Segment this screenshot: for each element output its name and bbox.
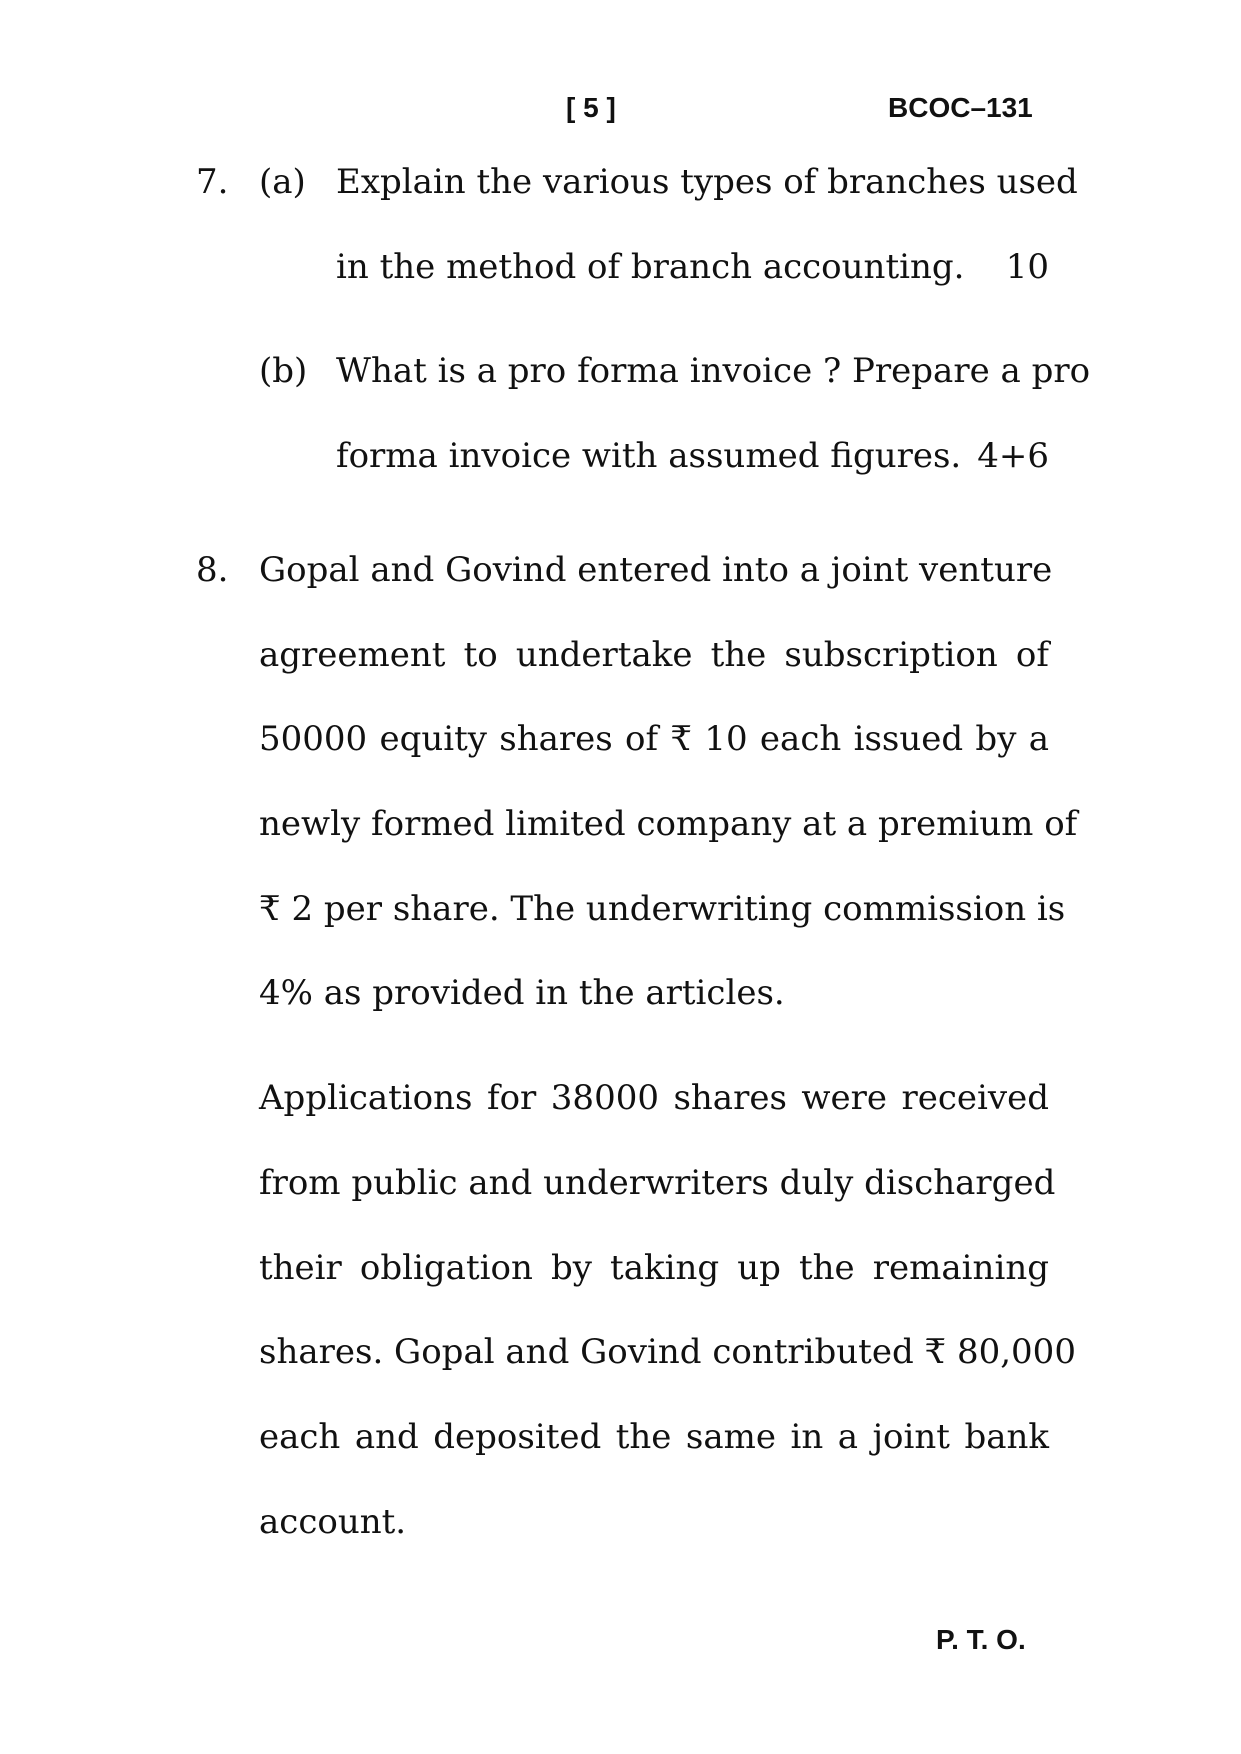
question-7a-line1: Explain the various types of branches used <box>336 162 1078 202</box>
page-number: [ 5 ] <box>566 92 616 123</box>
question-7b-label: (b) <box>259 351 308 391</box>
question-8-number: 8. <box>196 550 229 590</box>
q8-para2-line: account. <box>259 1502 407 1542</box>
question-7a-marks: 10 <box>1005 247 1049 287</box>
q8-para1-line: 4% as provided in the articles. <box>259 973 785 1013</box>
q8-para2-line: from public and underwriters duly discharged <box>259 1163 1056 1203</box>
question-7-number: 7. <box>196 162 229 202</box>
question-7b-line2: forma invoice with assumed figures. <box>336 436 962 476</box>
paper-code: BCOC–131 <box>888 92 1033 123</box>
q8-para1-line: ₹ 2 per share. The underwriting commission is <box>259 889 1066 929</box>
q8-para1-line: agreement to undertake the subscription of <box>259 635 1049 675</box>
question-7a-line2: in the method of branch accounting. <box>336 247 965 287</box>
q8-para1-line: newly formed limited company at a premium of <box>259 804 1078 844</box>
q8-para1-line: 50000 equity shares of ₹ 10 each issued by a <box>259 719 1049 759</box>
q8-para2-line: each and deposited the same in a joint bank <box>259 1417 1049 1457</box>
question-7a-label: (a) <box>259 162 306 202</box>
q8-para1-line: Gopal and Govind entered into a joint venture <box>259 550 1053 590</box>
q8-para2-line: their obligation by taking up the remaining <box>259 1248 1049 1288</box>
q8-para2-line: Applications for 38000 shares were received <box>259 1078 1049 1118</box>
question-7b-line1: What is a pro forma invoice ? Prepare a pro <box>336 351 1091 391</box>
question-7b-marks: 4+6 <box>977 436 1049 476</box>
q8-para2-line: shares. Gopal and Govind contributed ₹ 80,000 <box>259 1332 1076 1372</box>
please-turn-over: P. T. O. <box>936 1624 1026 1655</box>
